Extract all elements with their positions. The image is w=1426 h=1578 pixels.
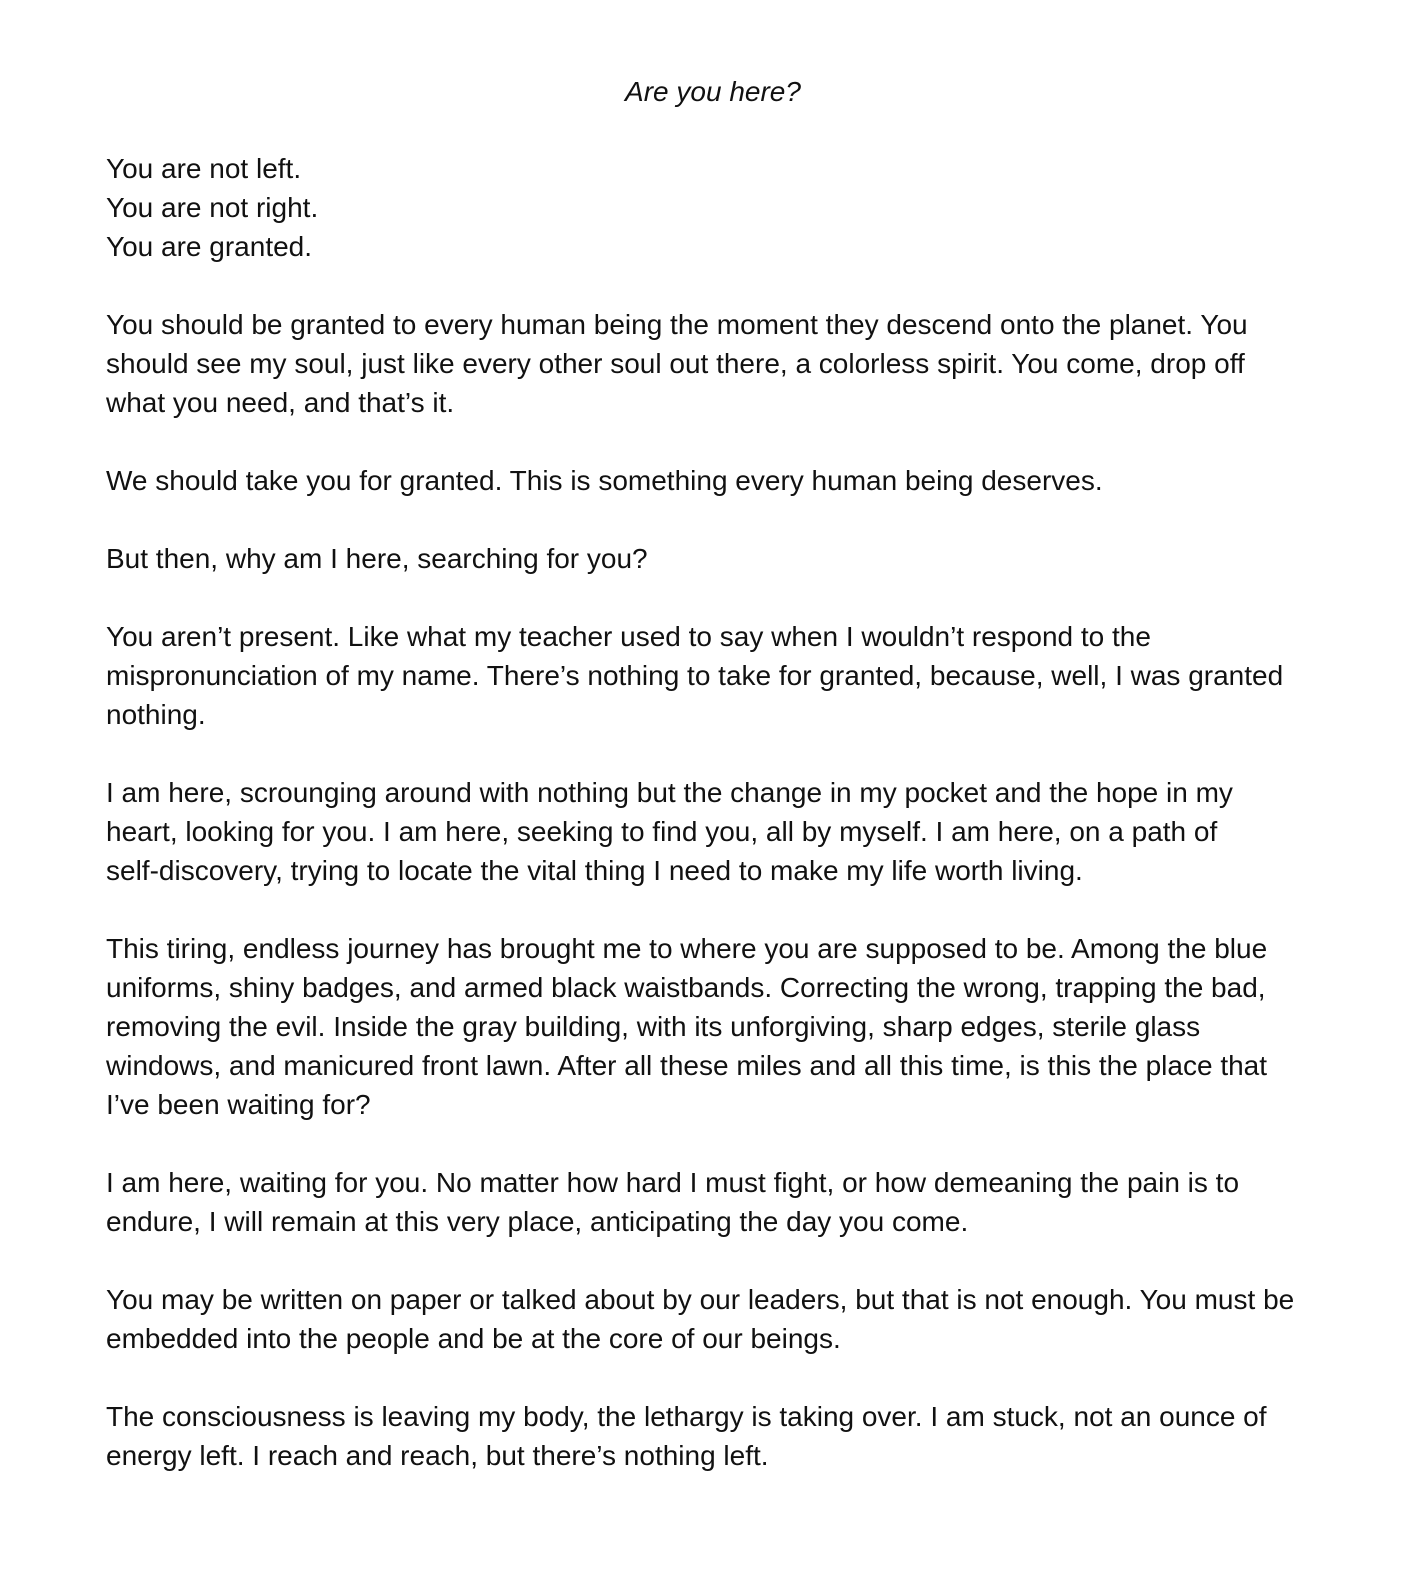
text-line: I am here, scrounging around with nothing but the change in my pocket and the hope in my (106, 777, 1233, 808)
paragraph-5 (106, 617, 1346, 734)
text-line: endure, I will remain at this very place, anticipating the day you come. (106, 1206, 969, 1237)
text-line: I’ve been waiting for? (106, 1089, 371, 1120)
text-line: The consciousness is leaving my body, the lethargy is taking over. I am stuck, not an ounce of (106, 1401, 1267, 1432)
text-line: uniforms, shiny badges, and armed black waistbands. Correcting the wrong, trapping the bad, (106, 972, 1266, 1003)
text-line: You should be granted to every human being the moment they descend onto the planet. You (106, 309, 1248, 340)
text-line: But then, why am I here, searching for you? (106, 543, 648, 574)
text-line: You may be written on paper or talked about by our leaders, but that is not enough. You must be (106, 1284, 1295, 1315)
paragraph-9 (106, 1280, 1346, 1358)
paragraph-1 (106, 149, 1346, 266)
text-line: You aren’t present. Like what my teacher used to say when I wouldn’t respond to the (106, 621, 1151, 652)
text-line: This tiring, endless journey has brought me to where you are supposed to be. Among the blue (106, 933, 1268, 964)
text-line: nothing. (106, 699, 206, 730)
paragraph-2 (106, 305, 1346, 422)
paragraph-10 (106, 1397, 1346, 1475)
text-line: removing the evil. Inside the gray building, with its unforgiving, sharp edges, sterile glass (106, 1011, 1201, 1042)
text-line: what you need, and that’s it. (106, 387, 455, 418)
document-body (106, 149, 1346, 1514)
text-line: windows, and manicured front lawn. After all these miles and all this time, is this the place that (106, 1050, 1268, 1081)
text-line: We should take you for granted. This is something every human being deserves. (106, 465, 1103, 496)
text-line: You are not right. (106, 192, 319, 223)
document-title: Are you here? (625, 76, 801, 107)
paragraph-4 (106, 539, 1346, 578)
text-line: energy left. I reach and reach, but there’s nothing left. (106, 1440, 769, 1471)
paragraph-3 (106, 461, 1346, 500)
text-line: should see my soul, just like every other soul out there, a colorless spirit. You come, drop off (106, 348, 1245, 379)
text-line: heart, looking for you. I am here, seeking to find you, all by myself. I am here, on a path of (106, 816, 1218, 847)
text-line: self-discovery, trying to locate the vital thing I need to make my life worth living. (106, 855, 1083, 886)
text-line: embedded into the people and be at the core of our beings. (106, 1323, 841, 1354)
text-line: mispronunciation of my name. There’s nothing to take for granted, because, well, I was granted (106, 660, 1284, 691)
text-line: You are not left. (106, 153, 302, 184)
text-line: You are granted. (106, 231, 313, 262)
paragraph-8 (106, 1163, 1346, 1241)
paragraph-6 (106, 773, 1346, 890)
paragraph-7 (106, 929, 1346, 1124)
text-line: I am here, waiting for you. No matter how hard I must fight, or how demeaning the pain is to (106, 1167, 1240, 1198)
